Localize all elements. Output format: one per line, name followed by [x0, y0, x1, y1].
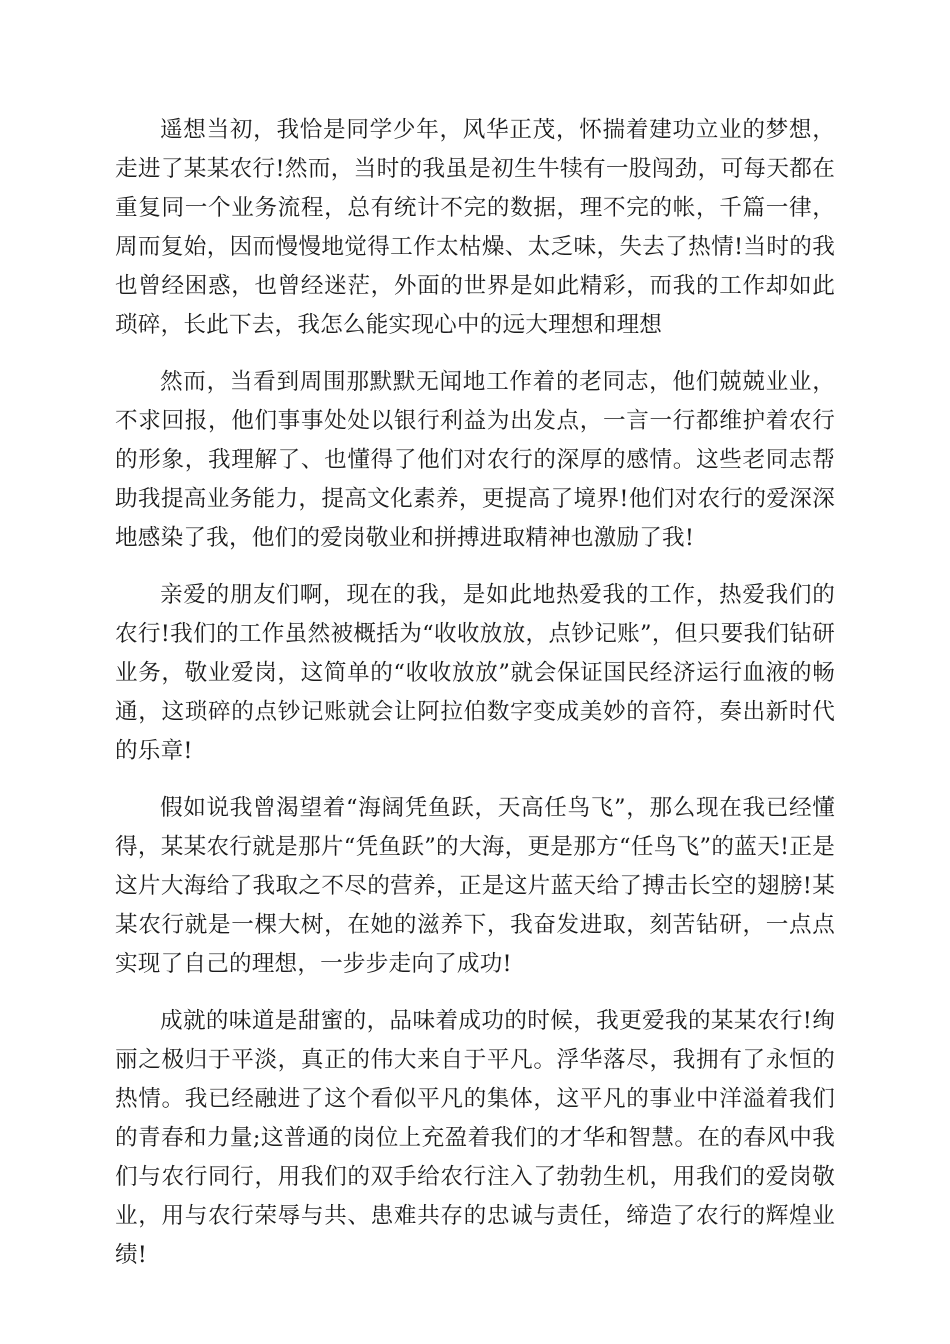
paragraph-1: 遥想当初，我恰是同学少年，风华正茂，怀揣着建功立业的梦想，走进了某某农行!然而，当时的我虽是初生牛犊有一股闯劲，可每天都在重复同一个业务流程，总有统计不完的数据，理不完的帐，千篇一律，周而复始，因而慢慢地觉得工作太枯燥、太乏味，失去了热情!当时的我也曾经困惑，也曾经迷茫，外面的世界是如此精彩，而我的工作却如此琐碎，长此下去，我怎么能实现心中的远大理想和理想	[115, 117, 835, 338]
paragraph-4: 假如说我曾渴望着“海阔凭鱼跃，天高任鸟飞”，那么现在我已经懂得，某某农行就是那片“凭鱼跃”的大海，更是那方“任鸟飞”的蓝天!正是这片大海给了我取之不尽的营养，正是这片蓝天给了搏击长空的翅膀!某某农行就是一棵大树，在她的滋养下，我奋发进取，刻苦钻研，一点点实现了自己的理想，一步步走向了成功!	[115, 795, 835, 977]
paragraph-2: 然而，当看到周围那默默无闻地工作着的老同志，他们兢兢业业，不求回报，他们事事处处以银行利益为出发点，一言一行都维护着农行的形象，我理解了、也懂得了他们对农行的深厚的感情。这些老同志帮助我提高业务能力，提高文化素养，更提高了境界!他们对农行的爱深深地感染了我，他们的爱岗敬业和拼搏进取精神也激励了我!	[115, 369, 835, 551]
document-body	[115, 111, 835, 1293]
paragraph-3: 亲爱的朋友们啊，现在的我，是如此地热爱我的工作，热爱我们的农行!我们的工作虽然被概括为“收收放放，点钞记账”，但只要我们钻研业务，敬业爱岗，这简单的“收收放放”就会保证国民经济运行血液的畅通，这琐碎的点钞记账就会让阿拉伯数字变成美妙的音符，奏出新时代的乐章!	[115, 582, 835, 764]
paragraph-5: 成就的味道是甜蜜的，品味着成功的时候，我更爱我的某某农行!绚丽之极归于平淡，真正的伟大来自于平凡。浮华落尽，我拥有了永恒的热情。我已经融进了这个看似平凡的集体，这平凡的事业中洋溢着我们的青春和力量;这普通的岗位上充盈着我们的才华和智慧。在的春风中我们与农行同行，用我们的双手给农行注入了勃勃生机，用我们的爱岗敬业，用与农行荣辱与共、患难共存的忠诚与责任，缔造了农行的辉煌业绩!	[115, 1008, 835, 1268]
